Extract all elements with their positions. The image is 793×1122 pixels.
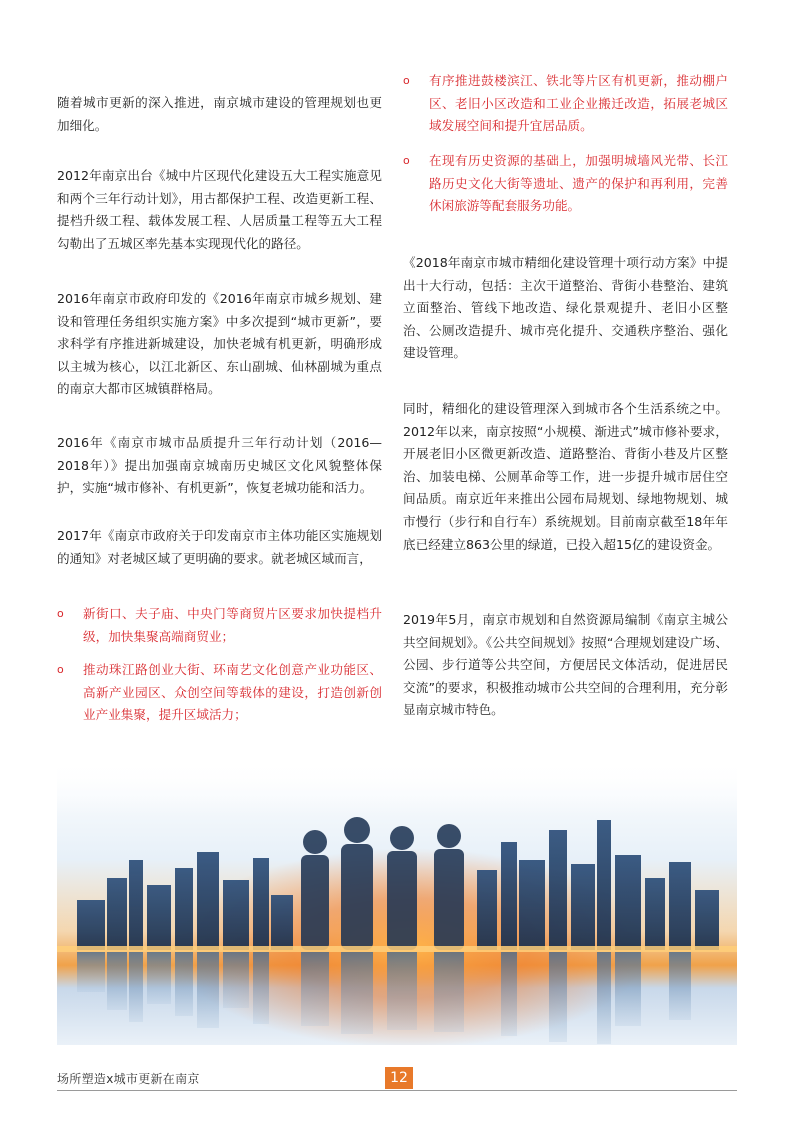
bullet-item [403,70,728,138]
paragraph-2016-plan: 2016年南京市政府印发的《2016年南京市城乡规划、建设和管理任务组织实施方案》中多次提到“城市更新”，要求科学有序推进新城建设，加快老城有机更新，明确形成以主城为核心，以江北新区、东山副城、仙林副城为重点的南京大都市区城镇群格局。 [57,291,382,397]
skyline-illustration [57,760,737,1045]
bullet-marker: o [403,74,410,87]
page-number-badge: 12 [385,1067,413,1089]
bullet-item [57,659,382,727]
paragraph-2017: 2017年《南京市政府关于印发南京市主体功能区实施规划的通知》对老城区域了更明确的要求。就老城区域而言， [57,528,382,566]
bullet-text: 新街口、夫子庙、中央门等商贸片区要求加快提档升级，加快集聚高端商贸业； [83,606,382,644]
paragraph-2012: 2012年南京出台《城中片区现代化建设五大工程实施意见和两个三年行动计划》，用古都保护工程、改造更新工程、提档升级工程、载体发展工程、人居质量工程等五大工程勾勒出了五城区率先基本实现现代化的路径。 [57,168,382,251]
bullet-marker: o [57,663,64,676]
paragraph-refined-management: 同时，精细化的建设管理深入到城市各个生活系统之中。2012年以来，南京按照“小规模、渐进式”城市修补要求，开展老旧小区微更新改造、道路整治、背街小巷及片区整治、加装电梯、公厕革命等工作，进一步提升城市居住空间品质。南京近年来推出公园布局规划、绿地物规划、城市慢行（步行和自行车）系统规划。目前南京截至18年年底已经建立863公里的绿道，已投入超15亿的建设资金。 [403,401,728,552]
paragraph-2018-plan: 《2018年南京市城市精细化建设管理十项行动方案》中提出十大行动，包括：主次干道整治、背街小巷整治、建筑立面整治、管线下地改造、绿化景观提升、老旧小区整治、公厕改造提升、城市亮化提升、交通秩序整治、强化建设管理。 [403,255,728,361]
paragraph-intro: 随着城市更新的深入推进，南京城市建设的管理规划也更加细化。 [57,95,382,133]
paragraph-2019-public-space: 2019年5月，南京市规划和自然资源局编制《南京主城公共空间规划》。《公共空间规划》按照“合理规划建设广场、公园、步行道等公共空间，方便居民文体活动，促进居民交流”的要求，积极推动城市公共空间的合理利用，充分彰显南京城市特色。 [403,612,728,718]
footer-title: 场所塑造x城市更新在南京 [57,1072,200,1086]
bullet-text: 推动珠江路创业大街、环南艺文化创意产业功能区、高新产业园区、众创空间等载体的建设，打造创新创业产业集聚，提升区域活力； [83,662,382,723]
bullet-item [57,603,382,648]
paragraph-2016-quality: 2016年《南京市城市品质提升三年行动计划（2016—2018年）》提出加强南京城南历史城区文化风貌整体保护，实施“城市修补、有机更新”，恢复老城功能和活力。 [57,435,382,496]
bullet-text: 有序推进鼓楼滨江、铁北等片区有机更新，推动棚户区、老旧小区改造和工业企业搬迁改造，拓展老城区域发展空间和提升宜居品质。 [429,73,728,134]
bullet-text: 在现有历史资源的基础上，加强明城墙风光带、长江路历史文化大街等遗址、遗产的保护和再利用，完善休闲旅游等配套服务功能。 [429,153,728,214]
bullet-item [403,150,728,218]
bullet-marker: o [57,607,64,620]
bullet-marker: o [403,154,410,167]
footer-divider [57,1090,737,1091]
city-skyline-image [57,760,737,1045]
